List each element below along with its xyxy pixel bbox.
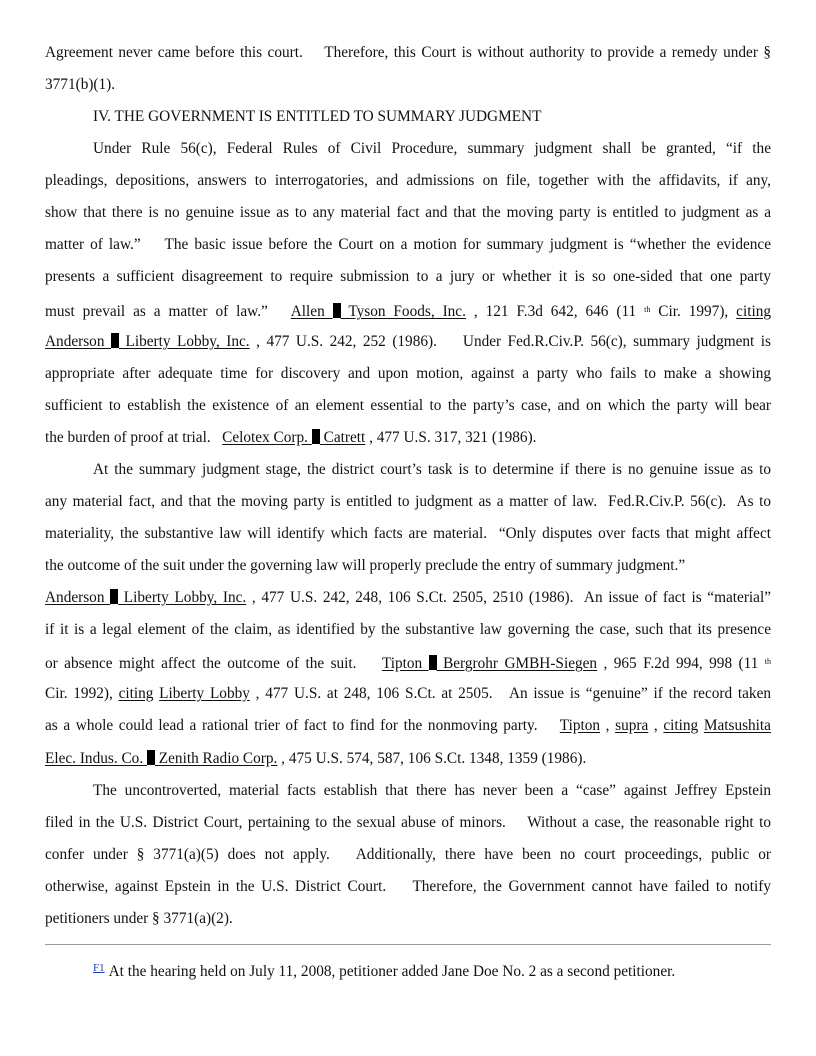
text-line bbox=[45, 716, 771, 736]
case-citation: Celotex Corp. bbox=[222, 429, 312, 446]
text-line bbox=[45, 75, 771, 95]
ordinal-superscript: th bbox=[764, 657, 772, 666]
case-citation: Anderson bbox=[45, 333, 111, 350]
case-citation: Liberty Lobby, Inc. bbox=[118, 589, 247, 606]
text-run: At the summary judgment stage, the district court’s task is to determine if there is no genuine issue as to bbox=[93, 461, 771, 478]
text-line bbox=[45, 364, 771, 384]
text-line bbox=[45, 684, 771, 704]
text-run: , 477 U.S. at 248, 106 S.Ct. at 2505. An issue is “genuine” if the record taken bbox=[249, 685, 772, 702]
case-citation: Tyson Foods, Inc. bbox=[340, 303, 466, 320]
text-line bbox=[45, 588, 771, 608]
case-citation: Matsushita bbox=[703, 717, 771, 734]
text-run: matter of law.” The basic issue before the Court on a motion for summary judgment is “whether the evidence bbox=[45, 236, 771, 253]
text-run: the burden of proof at trial. bbox=[45, 429, 223, 446]
text-run: , 477 U.S. 242, 248, 106 S.Ct. 2505, 2510 (1986). An issue of fact is “material” bbox=[246, 589, 772, 606]
text-line bbox=[45, 332, 771, 352]
case-citation: Liberty Lobby bbox=[159, 685, 250, 702]
text-line bbox=[45, 845, 771, 865]
redaction-block bbox=[111, 333, 119, 348]
text-run: the outcome of the suit under the governing law will properly preclude the entry of summary judgment.” bbox=[45, 557, 686, 574]
text-run: , bbox=[600, 717, 616, 734]
redaction-block bbox=[110, 589, 118, 604]
text-line bbox=[45, 813, 771, 833]
text-line bbox=[45, 749, 771, 769]
text-run: Under Rule 56(c), Federal Rules of Civil Procedure, summary judgment shall be granted, “if the bbox=[93, 140, 771, 157]
text-run: materiality, the substantive law will identify which facts are material. “Only disputes over facts that might affect bbox=[45, 525, 771, 542]
case-citation: Liberty Lobby, Inc. bbox=[118, 333, 250, 350]
text-line bbox=[93, 460, 771, 480]
text-line bbox=[45, 620, 771, 640]
text-run: sufficient to establish the existence of an element essential to the party’s case, and on which the party will bear bbox=[45, 397, 771, 414]
footnote-marker-link[interactable]: F1 bbox=[93, 962, 105, 974]
text-run: appropriate after adequate time for discovery and upon motion, against a party who fails to make a showing bbox=[45, 365, 771, 382]
case-citation: Elec. Indus. Co. bbox=[45, 750, 147, 767]
text-run: if it is a legal element of the claim, as identified by the substantive law governing the case, such that its presence bbox=[45, 621, 771, 638]
text-run: pleadings, depositions, answers to interrogatories, and admissions on file, together with the affidavits, if any, bbox=[45, 172, 771, 189]
text-line bbox=[93, 781, 771, 801]
text-run: any material fact, and that the moving party is entitled to judgment as a matter of law. Fed.R.Civ.P. 56(c). As to bbox=[45, 493, 771, 510]
footnote bbox=[93, 958, 675, 978]
text-line bbox=[45, 203, 771, 223]
case-citation: Tipton bbox=[381, 655, 429, 672]
redaction-block bbox=[333, 303, 341, 318]
case-citation: Allen bbox=[290, 303, 333, 320]
text-run: Agreement never came before this court. Therefore, this Court is without authority to provide a remedy under § bbox=[45, 44, 771, 61]
text-run: IV. THE GOVERNMENT IS ENTITLED TO SUMMARY JUDGMENT bbox=[93, 108, 542, 125]
case-citation: Zenith Radio Corp. bbox=[154, 750, 278, 767]
text-run: , 121 F.3d 642, 646 (11 bbox=[465, 303, 645, 320]
text-line bbox=[45, 524, 771, 544]
footnote-text: At the hearing held on July 11, 2008, petitioner added Jane Doe No. 2 as a second petitioner. bbox=[108, 963, 676, 980]
ordinal-superscript: th bbox=[644, 305, 651, 314]
text-line bbox=[45, 396, 771, 416]
text-run: Cir. 1997), bbox=[650, 303, 737, 320]
footnote-divider bbox=[45, 944, 771, 945]
text-run: , 477 U.S. 317, 321 (1986). bbox=[365, 429, 537, 446]
redaction-block bbox=[312, 429, 320, 444]
text-run: show that there is no genuine issue as to any material fact and that the moving party is entitled to judgment as a bbox=[45, 204, 771, 221]
text-run: The uncontroverted, material facts establish that there has never been a “case” against Jeffrey Epstein bbox=[93, 782, 771, 799]
text-run: or absence might affect the outcome of the suit. bbox=[45, 655, 382, 672]
text-line bbox=[45, 267, 771, 287]
case-citation: supra bbox=[615, 717, 649, 734]
text-line bbox=[93, 139, 771, 159]
text-line bbox=[45, 556, 771, 576]
text-line bbox=[45, 235, 771, 255]
text-run: 3771(b)(1). bbox=[45, 76, 116, 93]
text-run: , bbox=[648, 717, 664, 734]
text-run: , 477 U.S. 242, 252 (1986). Under Fed.R.Civ.P. 56(c), summary judgment is bbox=[249, 333, 772, 350]
text-line bbox=[93, 107, 771, 127]
text-line bbox=[45, 877, 771, 897]
text-line bbox=[45, 300, 771, 320]
case-citation: Anderson bbox=[45, 589, 111, 606]
text-run: must prevail as a matter of law.” bbox=[45, 303, 291, 320]
case-citation: Bergrohr GMBH-Siegen bbox=[436, 655, 598, 672]
text-line bbox=[45, 492, 771, 512]
text-run: confer under § 3771(a)(5) does not apply. Additionally, there have been no court proceedings, public or bbox=[45, 846, 771, 863]
text-run: Cir. 1992), bbox=[45, 685, 119, 702]
case-citation: citing bbox=[118, 685, 154, 702]
text-run: , 475 U.S. 574, 587, 106 S.Ct. 1348, 1359 (1986). bbox=[277, 750, 587, 767]
case-citation: citing bbox=[663, 717, 699, 734]
text-line bbox=[45, 652, 771, 672]
case-citation: Catrett bbox=[319, 429, 366, 446]
redaction-block bbox=[429, 655, 437, 670]
text-run: presents a sufficient disagreement to require submission to a jury or whether it is so one-sided that one party bbox=[45, 268, 771, 285]
case-citation: Tipton bbox=[559, 717, 601, 734]
text-line bbox=[45, 428, 771, 448]
redaction-block bbox=[147, 750, 155, 765]
text-line bbox=[45, 909, 771, 929]
case-citation: citing bbox=[736, 303, 772, 320]
text-run: filed in the U.S. District Court, pertaining to the sexual abuse of minors. Without a case, the reasonable right to bbox=[45, 814, 771, 831]
text-run: as a whole could lead a rational trier of fact to find for the nonmoving party. bbox=[45, 717, 560, 734]
text-line bbox=[45, 171, 771, 191]
text-line bbox=[45, 43, 771, 63]
text-run: , 965 F.2d 994, 998 (11 bbox=[597, 655, 765, 672]
text-run: petitioners under § 3771(a)(2). bbox=[45, 910, 233, 927]
text-run: otherwise, against Epstein in the U.S. District Court. Therefore, the Government cannot have failed to notify bbox=[45, 878, 771, 895]
